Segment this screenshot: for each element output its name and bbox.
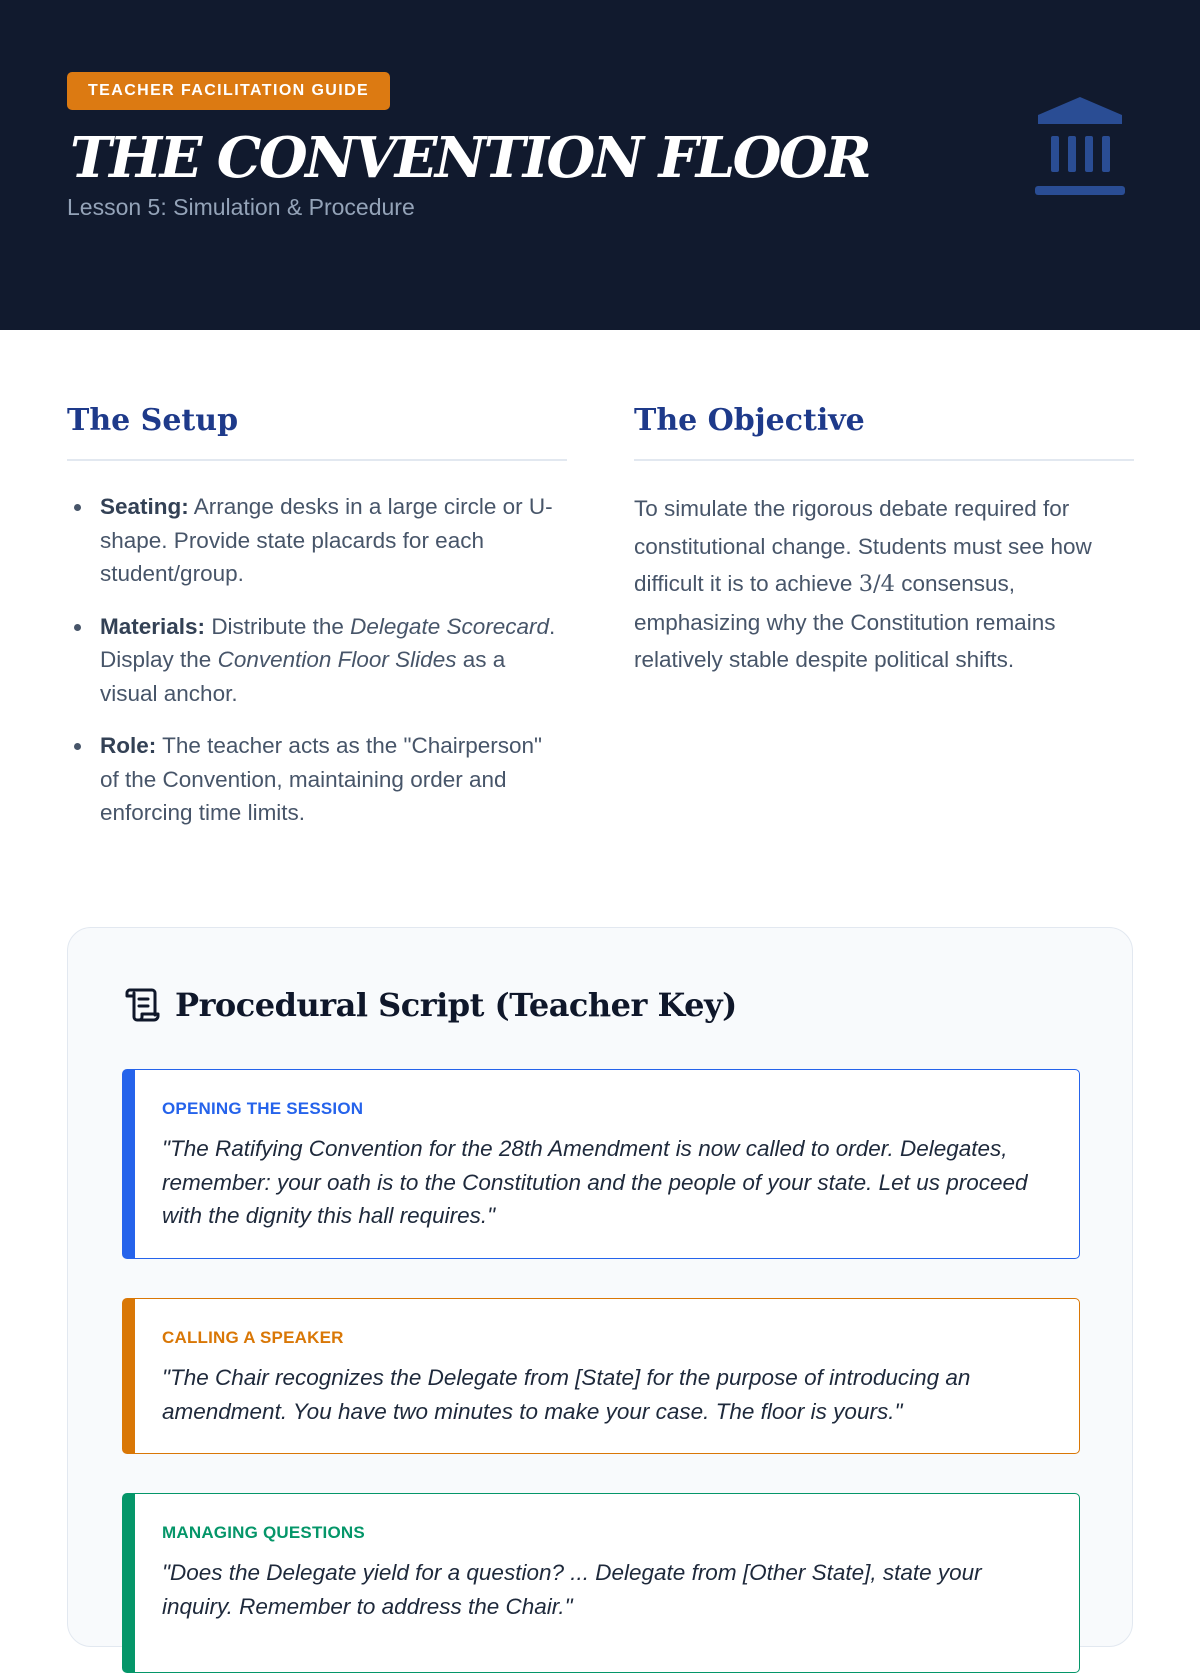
entry-label: CALLING A SPEAKER [162, 1328, 344, 1347]
objective-text-before: To simulate the rigorous debate required for constitutional change. Students must see how difficult it is to achieve [634, 496, 1092, 596]
entry-label: OPENING THE SESSION [162, 1099, 364, 1118]
script-entry-opening [122, 1069, 1080, 1259]
item-text: as a visual anchor. [100, 647, 506, 706]
item-label: Materials: [100, 613, 206, 639]
bullet-icon [74, 624, 81, 631]
entry-quote: "Does the Delegate yield for a question? ... Delegate from [Other State], state your inquiry. Remember to address the Chair." [162, 1560, 982, 1619]
script-title [123, 983, 737, 1027]
item-emphasis: Delegate Scorecard [350, 613, 550, 639]
building-columns-icon [1034, 94, 1126, 196]
setup-list [67, 490, 567, 830]
list-item [67, 610, 567, 711]
item-label: Seating: [100, 494, 189, 519]
objective-heading: The Objective [634, 400, 1134, 461]
objective-section [634, 400, 1134, 679]
scroll-icon [123, 986, 161, 1024]
page-title: THE CONVENTION FLOOR [70, 125, 870, 191]
objective-text [634, 490, 1134, 679]
list-item [67, 729, 567, 830]
list-item [67, 490, 567, 591]
entry-label: MANAGING QUESTIONS [162, 1523, 365, 1542]
item-label: Role: [100, 733, 157, 758]
script-entry-calling-speaker [122, 1298, 1080, 1454]
item-text: The teacher acts as the "Chairperson" of the Convention, maintaining order and enforcing time limits. [100, 733, 543, 825]
bullet-icon [74, 743, 81, 750]
header-banner [0, 0, 1200, 330]
item-text: Distribute the [211, 613, 344, 639]
bullet-icon [74, 504, 81, 511]
fraction: 3/4 [858, 571, 895, 597]
entry-quote: "The Chair recognizes the Delegate from [State] for the purpose of introducing an amendment. You have two minutes to make your case. The floor is yours." [162, 1365, 971, 1424]
script-title-text: Procedural Script (Teacher Key) [175, 986, 737, 1024]
procedural-script-card [67, 927, 1133, 1647]
item-text: . Display the [100, 613, 556, 672]
entry-quote: "The Ratifying Convention for the 28th Amendment is now called to order. Delegates, remember: your oath is to the Constitution and the people of your state. Let us proceed with the dignity this hall requires." [162, 1136, 1028, 1228]
script-entry-managing-questions [122, 1493, 1080, 1673]
guide-badge: TEACHER FACILITATION GUIDE [67, 72, 390, 110]
objective-text-after: consensus, emphasizing why the Constitution remains relatively stable despite political shifts. [634, 571, 1056, 672]
setup-heading: The Setup [67, 400, 567, 461]
item-emphasis: Convention Floor Slides [217, 647, 457, 672]
lesson-subtitle: Lesson 5: Simulation & Procedure [67, 194, 415, 220]
item-text: Arrange desks in a large circle or U-shape. Provide state placards for each student/group. [100, 494, 553, 586]
setup-section [67, 400, 567, 849]
